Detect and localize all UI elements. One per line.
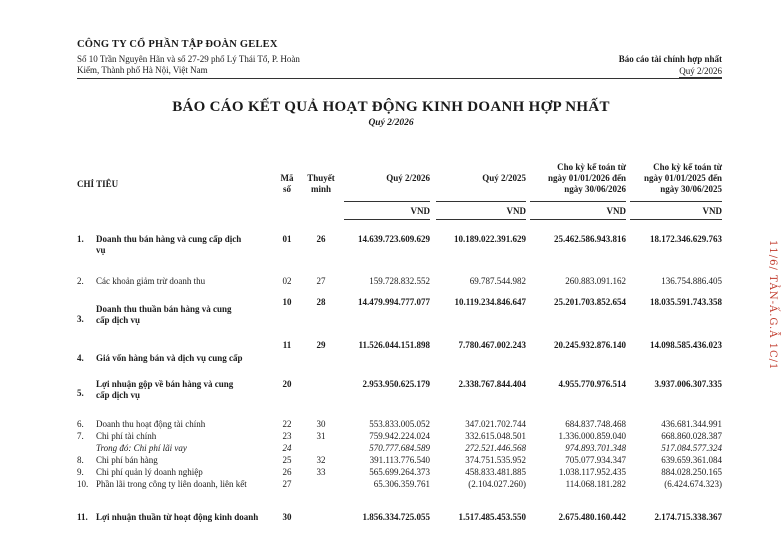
col-header-ytd2025 [630, 162, 722, 195]
row-code: 22 [282, 419, 292, 429]
row-code: 01 [282, 234, 292, 244]
unit-top-line-1 [344, 201, 430, 202]
row-ytd2026: 260.883.091.162 [565, 276, 626, 286]
row-ytd2025: 18.172.346.629.763 [650, 234, 722, 244]
row-label: Giá vốn hàng bán và dịch vụ cung cấp [96, 353, 243, 363]
col-header-code [276, 173, 298, 195]
address-line-1: Số 10 Trần Nguyên Hãn và số 27-29 phố Lý Thái Tổ, P. Hoàn [77, 54, 300, 64]
unit-bottom-line-3 [530, 219, 626, 220]
row-label [96, 234, 271, 256]
col-header-ytd2026 [530, 162, 626, 195]
row-q2025: 10.119.234.846.647 [454, 297, 526, 307]
row-ytd2026: 25.201.703.852.654 [554, 297, 626, 307]
row-number: 1. [77, 234, 84, 244]
row-note: 32 [316, 455, 326, 465]
row-q2026: 1.856.334.725.055 [362, 512, 430, 522]
col-header-q2026: Quý 2/2026 [386, 173, 430, 183]
row-number: 3. [77, 314, 84, 324]
row-ytd2025: 436.681.344.991 [661, 419, 722, 429]
row-ytd2026: 705.077.934.347 [565, 455, 626, 465]
row-ytd2026: 114.068.181.282 [565, 479, 626, 489]
col-header-ytd2025-line2: ngày 01/01/2025 đến [643, 173, 722, 183]
row-label: Chi phí quản lý doanh nghiệp [96, 467, 203, 477]
page-subtitle: Quý 2/2026 [368, 118, 414, 128]
row-number: 8. [77, 455, 84, 465]
report-type: Báo cáo tài chính hợp nhất [618, 54, 722, 64]
row-q2025: 7.780.467.002.243 [458, 340, 526, 350]
row-number: 10. [77, 479, 89, 489]
row-code: 25 [282, 455, 292, 465]
unit-label: VND [410, 206, 430, 216]
row-ytd2025: (6.424.674.323) [664, 479, 722, 489]
row-label [96, 304, 271, 326]
unit-bottom-line-2 [436, 219, 526, 220]
row-number: 7. [77, 431, 84, 441]
col-header-code-line1: Mã [280, 173, 294, 183]
row-label [96, 379, 271, 401]
unit-bottom-line-4 [630, 219, 722, 220]
unit-label: VND [702, 206, 722, 216]
margin-note-text: 11/6/ TẢN-Ấ.G.Ẫ 1C/1 [767, 240, 778, 371]
row-q2026: 570.777.684.589 [369, 443, 430, 453]
row-q2025: 332.615.048.501 [465, 431, 526, 441]
row-code: 23 [282, 431, 292, 441]
row-q2026: 391.113.776.540 [369, 455, 430, 465]
row-ytd2026: 974.893.701.348 [565, 443, 626, 453]
row-ytd2025: 2.174.715.338.367 [654, 512, 722, 522]
row-code: 02 [282, 276, 292, 286]
row-ytd2026: 2.675.480.160.442 [558, 512, 626, 522]
row-note: 31 [316, 431, 326, 441]
row-label: Lợi nhuận thuần từ hoạt động kinh doanh [96, 512, 259, 522]
row-ytd2026: 684.837.748.468 [565, 419, 626, 429]
row-ytd2026: 4.955.770.976.514 [558, 379, 626, 389]
row-note: 29 [316, 340, 326, 350]
row-q2026: 159.728.832.552 [369, 276, 430, 286]
company-name: CÔNG TY CỔ PHẦN TẬP ĐOÀN GELEX [77, 39, 278, 50]
row-number: 4. [77, 353, 84, 363]
row-ytd2026: 1.038.117.952.435 [558, 467, 626, 477]
unit-label: VND [606, 206, 626, 216]
row-code: 10 [282, 297, 292, 307]
row-q2025: 458.833.481.885 [465, 467, 526, 477]
report-period: Quý 2/2026 [679, 66, 722, 76]
unit-top-line-4 [630, 201, 722, 202]
row-ytd2025: 18.035.591.743.358 [650, 297, 722, 307]
address-line-2: Kiếm, Thành phố Hà Nội, Việt Nam [77, 65, 208, 75]
row-label: Các khoản giảm trừ doanh thu [96, 276, 206, 286]
row-code: 27 [282, 479, 292, 489]
col-header-note-line2: minh [310, 184, 331, 194]
row-ytd2026: 25.462.586.943.816 [554, 234, 626, 244]
row-note: 33 [316, 467, 326, 477]
unit-label: VND [506, 206, 526, 216]
row-code: 26 [282, 467, 292, 477]
col-header-note-line1: Thuyết [307, 173, 335, 183]
row-ytd2025: 668.860.028.387 [661, 431, 722, 441]
row-note: 27 [316, 276, 326, 286]
row-ytd2025: 884.028.250.165 [661, 467, 722, 477]
unit-top-line-2 [436, 201, 526, 202]
row-label: Chi phí tài chính [96, 431, 157, 441]
row-label-line2: cấp dịch vụ [96, 390, 141, 400]
header-divider [77, 78, 722, 79]
row-q2025: 69.787.544.982 [469, 276, 526, 286]
row-q2025: 10.189.022.391.629 [454, 234, 526, 244]
row-note: 28 [316, 297, 326, 307]
row-q2026: 553.833.005.052 [369, 419, 430, 429]
row-ytd2025: 639.659.361.084 [661, 455, 722, 465]
col-header-item: CHỈ TIÊU [77, 179, 119, 189]
row-q2026: 11.526.044.151.898 [358, 340, 430, 350]
row-q2026: 2.953.950.625.179 [362, 379, 430, 389]
col-header-ytd2025-line1: Cho kỳ kế toán từ [653, 162, 722, 172]
row-q2026: 14.479.994.777.077 [358, 297, 430, 307]
row-code: 24 [282, 443, 292, 453]
row-number: 11. [77, 512, 88, 522]
row-q2025: 347.021.702.744 [465, 419, 526, 429]
row-ytd2026: 1.336.000.859.040 [558, 431, 626, 441]
row-code: 11 [282, 340, 292, 350]
row-q2026: 565.699.264.373 [369, 467, 430, 477]
row-number: 5. [77, 388, 84, 398]
row-q2025: 374.751.535.952 [465, 455, 526, 465]
unit-bottom-line-1 [344, 219, 430, 220]
col-header-ytd2025-line3: ngày 30/06/2025 [660, 184, 722, 194]
row-number: 9. [77, 467, 84, 477]
row-label-line2: vụ [96, 245, 106, 255]
row-ytd2025: 136.754.886.405 [661, 276, 722, 286]
row-ytd2025: 3.937.006.307.335 [654, 379, 722, 389]
col-header-note [302, 173, 340, 195]
row-label-line1: Lợi nhuận gộp về bán hàng và cung [96, 379, 234, 389]
row-label-line2: cấp dịch vụ [96, 315, 141, 325]
row-q2026: 65.306.359.761 [373, 479, 430, 489]
unit-top-line-3 [530, 201, 626, 202]
col-header-code-line2: số [282, 184, 291, 194]
row-ytd2026: 20.245.932.876.140 [554, 340, 626, 350]
row-code: 30 [282, 512, 292, 522]
page-title: BÁO CÁO KẾT QUẢ HOẠT ĐỘNG KINH DOANH HỢP NHẤT [172, 99, 610, 115]
row-label-line1: Doanh thu bán hàng và cung cấp dịch [96, 234, 242, 244]
row-label: Doanh thu hoạt động tài chính [96, 419, 206, 429]
company-address [77, 54, 347, 76]
col-header-q2025: Quý 2/2025 [482, 173, 526, 183]
row-q2025: 272.521.446.568 [465, 443, 526, 453]
row-note: 30 [316, 419, 326, 429]
handwritten-margin-note [760, 240, 780, 371]
row-label: Phần lãi trong công ty liên doanh, liên kết [96, 479, 247, 489]
row-number: 2. [77, 276, 84, 286]
row-number: 6. [77, 419, 84, 429]
row-label: Chi phí bán hàng [96, 455, 158, 465]
row-code: 20 [282, 379, 292, 389]
col-header-ytd2026-line1: Cho kỳ kế toán từ [557, 162, 626, 172]
row-q2026: 759.942.224.024 [369, 431, 430, 441]
row-q2025: 2.338.767.844.404 [458, 379, 526, 389]
row-label-line1: Doanh thu thuần bán hàng và cung [96, 304, 232, 314]
row-note: 26 [316, 234, 326, 244]
col-header-ytd2026-line2: ngày 01/01/2026 đến [547, 173, 626, 183]
row-q2025: (2.104.027.260) [468, 479, 526, 489]
row-label: Trong đó: Chi phí lãi vay [96, 443, 187, 453]
row-q2025: 1.517.485.453.550 [458, 512, 526, 522]
row-q2026: 14.639.723.609.629 [358, 234, 430, 244]
col-header-ytd2026-line3: ngày 30/06/2026 [564, 184, 626, 194]
row-ytd2025: 517.084.577.324 [661, 443, 722, 453]
row-ytd2025: 14.098.585.436.023 [650, 340, 722, 350]
